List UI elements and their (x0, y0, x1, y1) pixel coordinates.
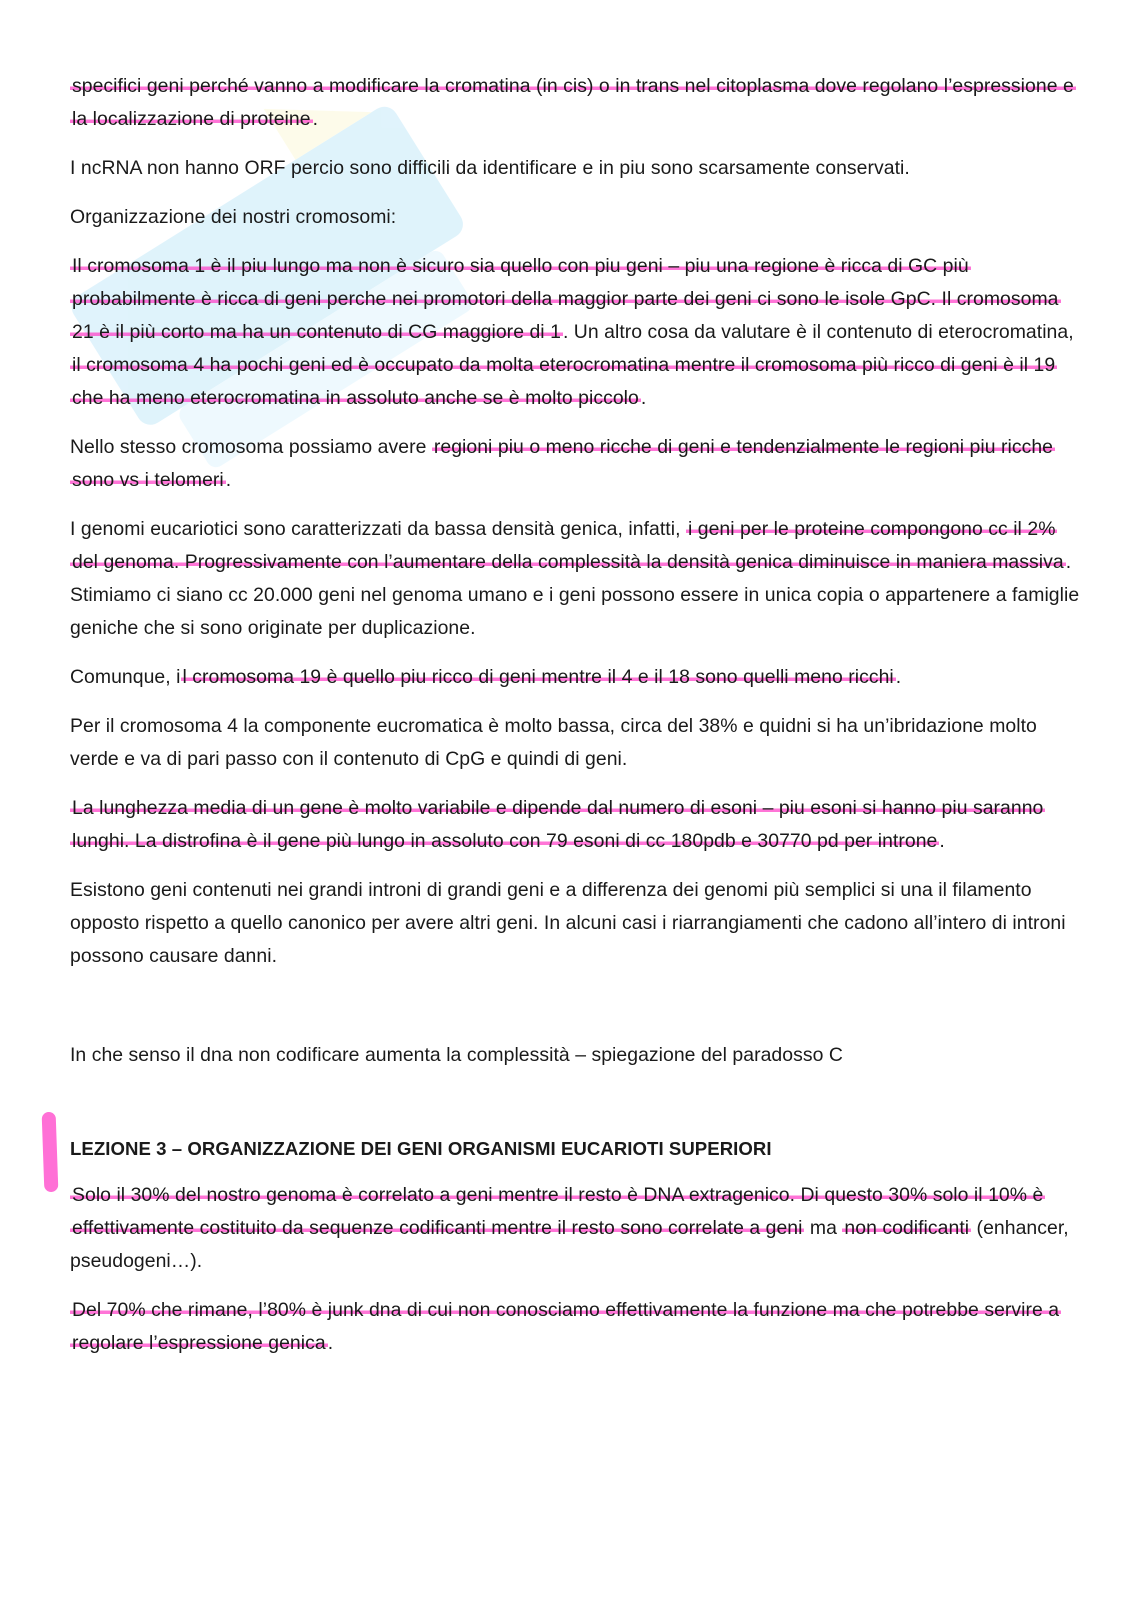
text-run: . Stimiamo ci siano cc 20.000 geni nel genoma umano e i geni possono essere in unica copia o appartenere a famiglie geniche che si sono originate per duplicazione. (70, 551, 1080, 639)
highlighted-text: La lunghezza media di un gene è molto variabile e dipende dal numero di esoni – piu esoni si hanno piu saranno lunghi. La distrofina è il gene più lungo in assoluto con 79 esoni di cc 180pdb e 30770 pd per introne (72, 797, 1044, 852)
text-run: Per il cromosoma 4 la componente eucromatica è molto bassa, circa del 38% e quidni si ha un’ibridazione molto verde e va di pari passo con il contenuto di CpG e quindi di geni. (70, 715, 1037, 770)
highlighted-text: non codificanti (844, 1217, 970, 1239)
text-run: . (312, 108, 319, 130)
paragraph-chromosome-4 (70, 710, 1080, 776)
text-run: Nello stesso cromosoma possiamo avere (70, 436, 432, 458)
highlighted-text: l cromosoma 19 è quello piu ricco di geni mentre il 4 e il 18 sono quelli meno ricchi (182, 666, 894, 688)
text-run: . Un altro cosa da valutare è il contenuto di eterocromatina, (562, 321, 1074, 343)
paragraph-chromosome-19 (70, 661, 1080, 694)
highlighted-text: specifici geni perché vanno a modificare la cromatina (in cis) o in trans nel citoplasma dove regolano l’espressione e la localizzazione di proteine (72, 75, 1074, 130)
highlighted-text: Del 70% che rimane, l’80% è junk dna di cui non conosciamo effettivamente la funzione ma che potrebbe servire a regolare l’espressione genica (72, 1299, 1060, 1354)
highlighted-text: il cromosoma 4 ha pochi geni ed è occupato da molta eterocromatina mentre il cromosoma più ricco di geni è il 19 che ha meno eterocromatina in assoluto anche se è molto piccolo (72, 354, 1056, 409)
paragraph-ncrna-function (70, 70, 1080, 136)
paragraph-gene-rich-regions (70, 431, 1080, 497)
text-run: Organizzazione dei nostri cromosomi: (70, 206, 397, 228)
highlighted-text: i geni per le proteine compongono cc il 2% del genoma. Progressivamente con l’aumentare della complessità la densità genica diminuisce in maniera massiva (72, 518, 1064, 573)
paragraph-chromosome-org-title (70, 201, 1080, 234)
text-run: (enhancer, pseudogeni…). (70, 1217, 1069, 1272)
lesson-heading (70, 1132, 1080, 1165)
text-run: I genomi eucariotici sono caratterizzati da bassa densità genica, infatti, (70, 518, 686, 540)
paragraph-genome-percentage (70, 1179, 1080, 1278)
margin-highlight-marker (42, 1112, 59, 1192)
paragraph-gene-density (70, 513, 1080, 645)
text-run: . (640, 387, 647, 409)
document-body (70, 70, 1080, 1376)
text-run: I ncRNA non hanno ORF percio sono difficili da identificare e in piu sono scarsamente conservati. (70, 157, 910, 179)
highlighted-text: Il cromosoma 1 è il piu lungo ma non è sicuro sia quello con piu geni – piu una regione è ricca di GC più probabilmente è ricca di geni perche nei promotori della maggior parte dei geni ci sono le isole GpC. Il cromosoma 21 è il più corto ma ha un contenuto di CG maggiore di 1 (72, 255, 1059, 343)
paragraph-ncrna-orf (70, 152, 1080, 185)
paragraph-chromosome-1 (70, 250, 1080, 415)
highlighted-text: Solo il 30% del nostro genoma è correlato a geni mentre il resto è DNA extragenico. Di questo 30% solo il 10% è effettivamente costituito da sequenze codificanti mentre il resto sono correlate a geni (72, 1184, 1044, 1239)
paragraph-c-paradox (70, 1039, 1080, 1072)
text-run: Esistono geni contenuti nei grandi introni di grandi geni e a differenza dei genomi più semplici si una il filamento opposto rispetto a quello canonico per avere altri geni. In alcuni casi i riarrangiamenti che cadono all’intero di introni possono causare danni. (70, 879, 1066, 967)
text-run: . (327, 1332, 334, 1354)
heading-text: LEZIONE 3 – ORGANIZZAZIONE DEI GENI ORGANISMI EUCARIOTI SUPERIORI (70, 1138, 772, 1159)
text-run: ma (804, 1217, 843, 1239)
paragraph-nested-genes (70, 874, 1080, 973)
text-run: . (225, 469, 232, 491)
text-run: . (895, 666, 902, 688)
text-run: . (939, 830, 945, 852)
highlighted-text: regioni piu o meno ricche di geni e tendenzialmente le regioni piu ricche sono vs i telomeri (72, 436, 1053, 491)
paragraph-gene-length (70, 792, 1080, 858)
spacer (70, 989, 1080, 1039)
text-run: Comunque, i (70, 666, 181, 688)
paragraph-junk-dna (70, 1294, 1080, 1360)
text-run: In che senso il dna non codificare aumenta la complessità – spiegazione del paradosso C (70, 1044, 843, 1066)
spacer (70, 1088, 1080, 1132)
